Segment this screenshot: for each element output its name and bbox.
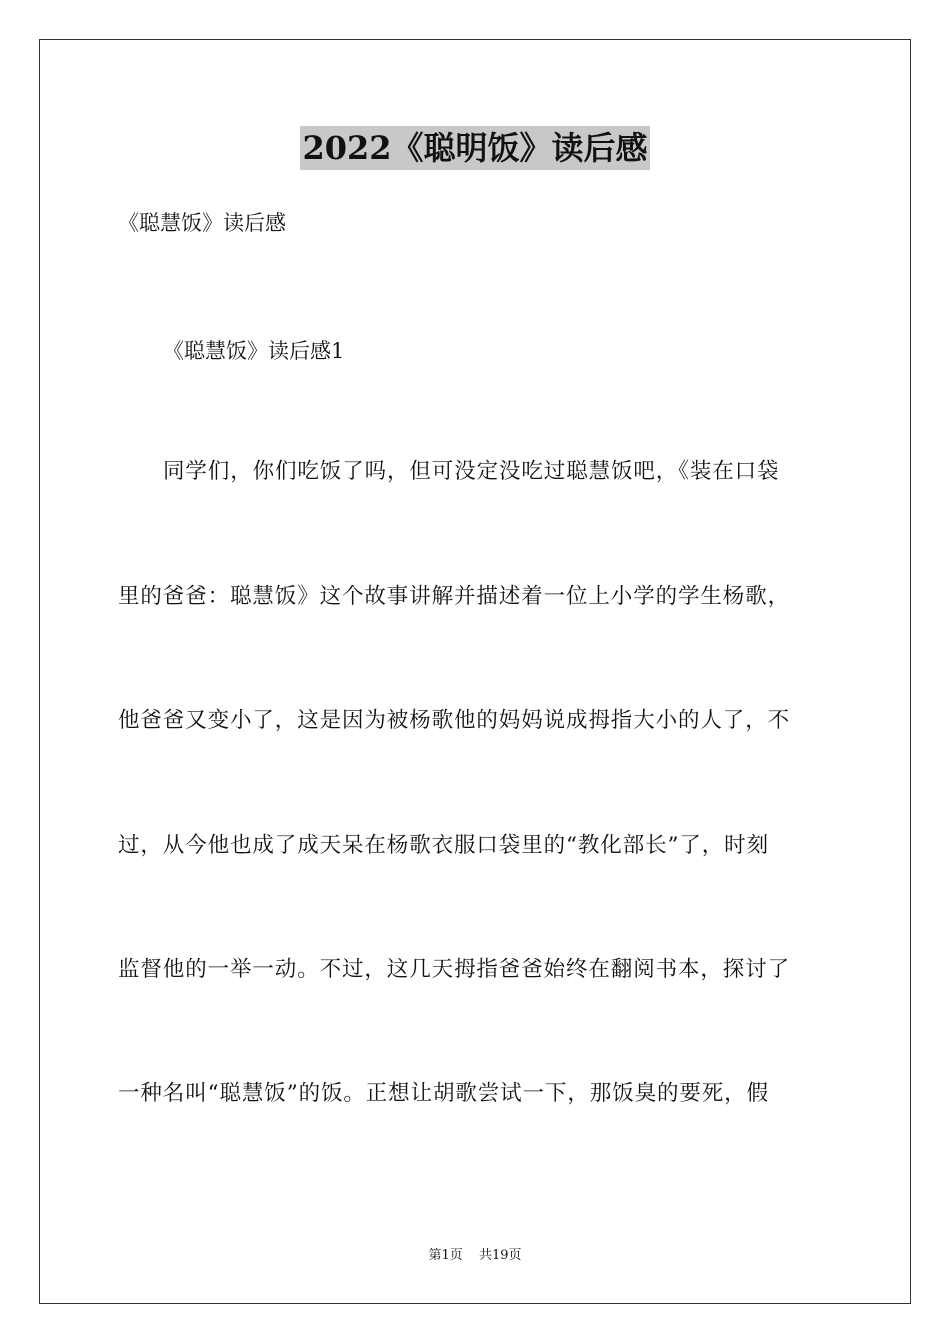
page-number-current: 第1页 — [428, 1248, 463, 1263]
paragraph-line: 一种名叫“聪慧饭”的饭。正想让胡歌尝试一下，那饭臭的要死，假 — [118, 1081, 769, 1106]
paragraph-line: 里的爸爸：聪慧饭》这个故事讲解并描述着一位上小学的学生杨歌， — [118, 584, 791, 609]
page-number-total: 共19页 — [478, 1248, 522, 1263]
paragraph-line: 同学们，你们吃饭了吗，但可没定没吃过聪慧饭吧，《装在口袋 — [163, 459, 780, 484]
paragraph-line: 监督他的一举一动。不过，这几天拇指爸爸始终在翻阅书本，探讨了 — [118, 957, 791, 982]
title-container — [0, 126, 950, 170]
document-title: 2022《聪明饭》读后感 — [300, 126, 649, 170]
paragraph-line: 过，从今他也成了成天呆在杨歌衣服口袋里的“教化部长”了，时刻 — [118, 833, 769, 858]
document-subtitle: 《聪慧饭》读后感 — [118, 211, 286, 235]
section-heading: 《聪慧饭》读后感1 — [163, 339, 345, 363]
page-footer — [0, 1247, 950, 1265]
paragraph-line: 他爸爸又变小了，这是因为被杨歌他的妈妈说成拇指大小的人了，不 — [118, 708, 791, 733]
